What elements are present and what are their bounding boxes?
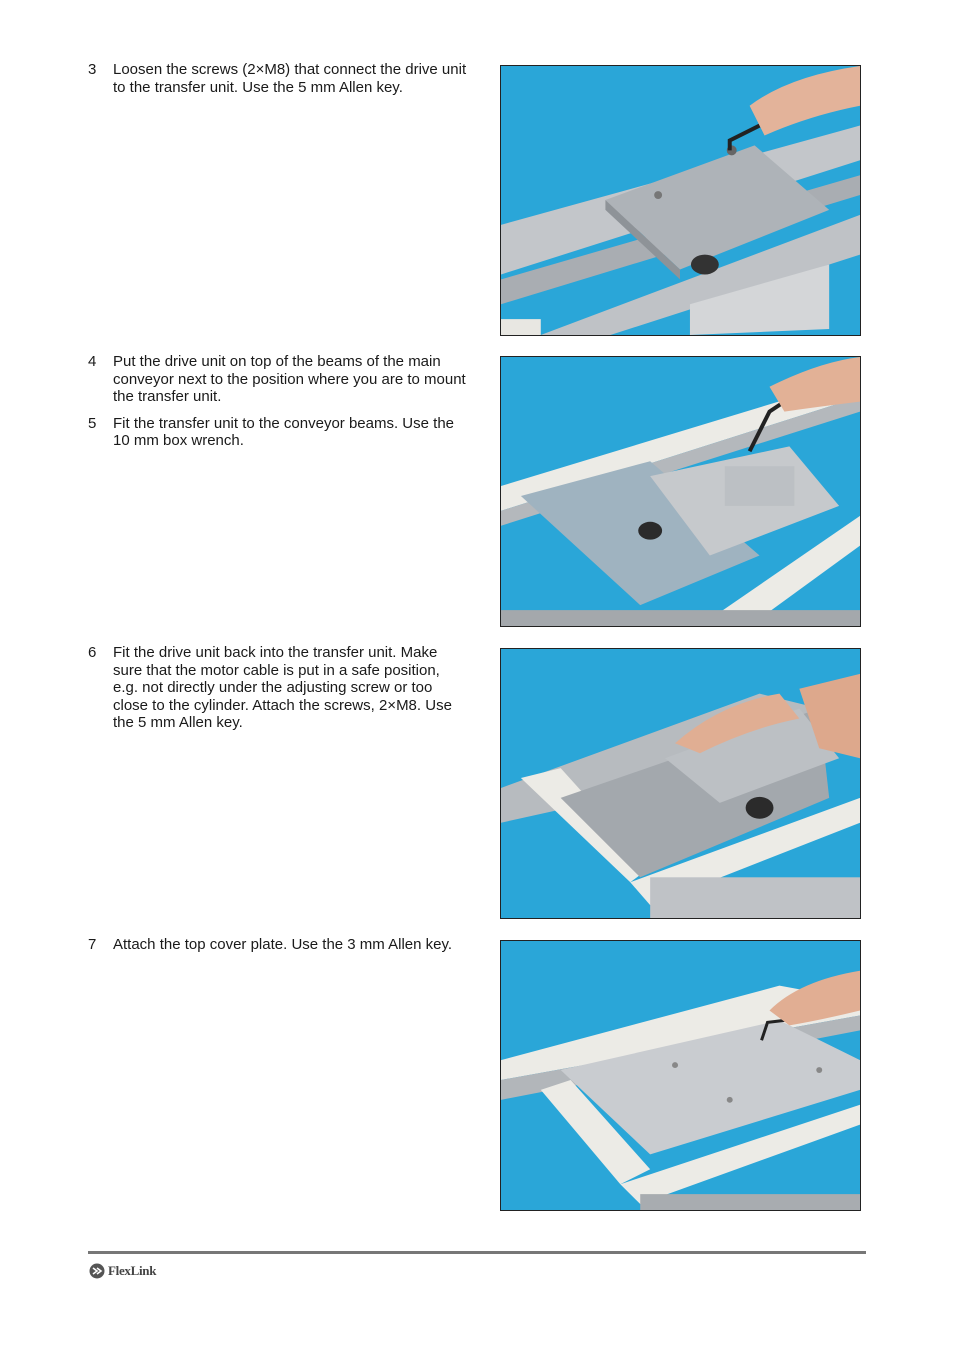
step-3 bbox=[88, 61, 468, 96]
footer-rule bbox=[88, 1251, 866, 1254]
step-text: Loosen the screws (2×M8) that connect the drive unit to the transfer unit. Use the 5 mm Allen key. bbox=[113, 61, 467, 96]
step-4 bbox=[88, 353, 468, 406]
step-number: 7 bbox=[88, 936, 97, 953]
step-7 bbox=[88, 936, 468, 954]
photo-attach-cover-plate bbox=[500, 940, 861, 1211]
step-text: Fit the drive unit back into the transfer unit. Make sure that the motor cable is put in a safe position, e.g. not directly under the adjusting screw or too close to the cylinder. Attach the screws, 2×M8. Use the 5 mm Allen key. bbox=[113, 644, 452, 731]
photo-fit-transfer-unit bbox=[500, 356, 861, 627]
step-number: 5 bbox=[88, 414, 97, 432]
step-text: Fit the transfer unit to the conveyor beams. Use the 10 mm box wrench. bbox=[113, 414, 455, 449]
step-5 bbox=[88, 415, 468, 450]
step-text: Put the drive unit on top of the beams of the main conveyor next to the position where you are to mount the transfer unit. bbox=[113, 353, 466, 405]
step-text: Attach the top cover plate. Use the 3 mm Allen key. bbox=[113, 936, 453, 953]
step-number: 6 bbox=[88, 644, 97, 661]
photo-loosen-screws bbox=[500, 65, 861, 336]
logo-text: FlexLink bbox=[108, 1263, 157, 1278]
step-6 bbox=[88, 644, 468, 732]
step-block-3 bbox=[88, 61, 468, 105]
step-block-6 bbox=[88, 644, 468, 741]
flexlink-logo-icon bbox=[89, 1263, 105, 1279]
step-number: 3 bbox=[88, 61, 97, 78]
step-number: 4 bbox=[88, 353, 97, 370]
step-block-7 bbox=[88, 936, 468, 963]
step-block-4-5 bbox=[88, 353, 468, 459]
photo-fit-drive-unit bbox=[500, 648, 861, 919]
flexlink-logo bbox=[89, 1263, 156, 1279]
